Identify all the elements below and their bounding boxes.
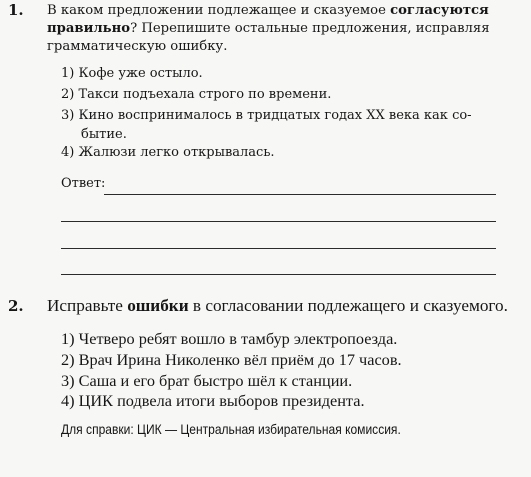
task-1-sentence-1: 1) Кофе уже остыло. [61, 66, 203, 81]
task-1-prompt-emphasis: согласуются правильно [47, 3, 489, 37]
task-2-number: 2. [8, 297, 24, 315]
task-2-prompt-emphasis: ошибки [127, 296, 189, 315]
task-2-sentence-4: 4) ЦИК подвела итоги выборов президента. [61, 391, 365, 411]
answer-line-4[interactable] [61, 274, 496, 275]
answer-line-3[interactable] [61, 248, 496, 249]
task-1-sentence-3 [61, 106, 506, 144]
reference-note: Для справки: ЦИК — Центральная избирательная комиссия. [61, 421, 401, 437]
task-2-sentence-3: 3) Саша и его брат быстро шёл к станции. [61, 370, 353, 390]
task-1-prompt [47, 2, 517, 57]
task-1-number: 1. [8, 1, 24, 19]
task-2-prompt-part-3: в согласовании подлежащего и сказуемого. [188, 296, 508, 315]
task-1-sentence-3-line-2: бытие. [81, 127, 127, 143]
task-1-sentence-4: 4) Жалюзи легко открывалась. [61, 145, 275, 161]
answer-line-2[interactable] [61, 221, 496, 222]
answer-line-1[interactable] [104, 194, 496, 195]
task-1-prompt-part-3: ? Перепишите остальные предложения, исправляя грамматическую ошибку. [47, 21, 490, 55]
task-1-sentence-2: 2) Такси подъехала строго по времени. [61, 86, 332, 102]
answer-label: Ответ: [61, 176, 106, 191]
task-2-sentence-2: 2) Врач Ирина Николенко вёл приём до 17 часов. [61, 349, 402, 369]
task-2-sentence-1: 1) Четверо ребят вошло в тамбур электропоезда. [61, 329, 398, 348]
task-2-sentence-list [61, 329, 402, 412]
task-1-prompt-part-1: В каком предложении подлежащее и сказуемое [47, 3, 391, 18]
task-1-sentence-3-line-1: 3) Кино воспринималось в тридцатых годах XX века как со- [61, 107, 472, 123]
task-1-sentence-list [61, 64, 506, 164]
task-2-prompt-part-1: Исправьте [47, 296, 128, 315]
task-2-prompt [47, 296, 508, 315]
